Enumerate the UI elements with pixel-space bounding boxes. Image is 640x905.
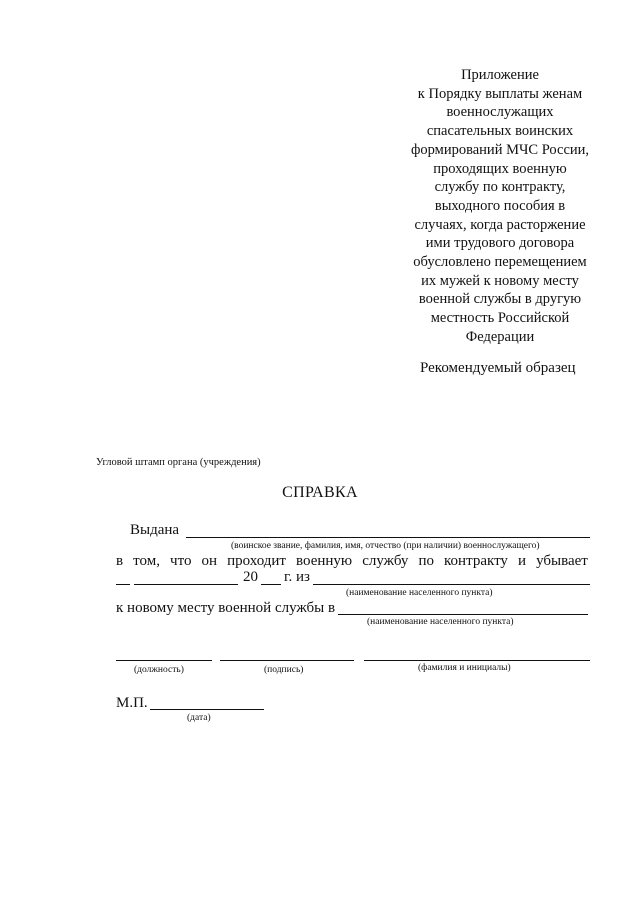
date-field-line[interactable] bbox=[150, 709, 264, 710]
destination-hint: (наименование населенного пункта) bbox=[367, 617, 514, 627]
service-word: что bbox=[170, 553, 192, 569]
appendix-line: выходного пособия в bbox=[434, 197, 566, 214]
service-word: он bbox=[201, 553, 218, 569]
date-hint: (дата) bbox=[187, 713, 211, 723]
service-word: контракту bbox=[444, 553, 508, 569]
service-word: и bbox=[518, 553, 527, 569]
service-word: в bbox=[116, 553, 124, 569]
issued-field-line[interactable] bbox=[186, 537, 590, 538]
issued-hint: (воинское звание, фамилия, имя, отчество (при наличии) военнослужащего) bbox=[231, 541, 540, 551]
service-word: убывает bbox=[536, 553, 588, 569]
appendix-line: местность Российской bbox=[430, 310, 570, 327]
appendix-line: ими трудового договора bbox=[425, 235, 575, 252]
service-word: военную bbox=[296, 553, 353, 569]
sample-label: Рекомендуемый образец bbox=[420, 360, 576, 376]
destination-label: к новому месту военной службы в bbox=[116, 600, 336, 616]
month-field-line[interactable] bbox=[134, 584, 238, 585]
from-label: г. из bbox=[284, 569, 310, 585]
seal-label: М.П. bbox=[116, 695, 148, 711]
from-place-hint: (наименование населенного пункта) bbox=[346, 588, 493, 598]
service-word: службу bbox=[362, 553, 409, 569]
service-word: проходит bbox=[227, 553, 286, 569]
issued-label: Выдана bbox=[130, 522, 180, 538]
signature-hint: (подпись) bbox=[264, 665, 304, 675]
appendix-block bbox=[400, 66, 600, 347]
service-word: том, bbox=[133, 553, 160, 569]
position-hint: (должность) bbox=[134, 665, 184, 675]
appendix-line: спасательных воинских bbox=[426, 123, 574, 140]
signature-field-line[interactable] bbox=[220, 660, 354, 661]
appendix-line: обусловлено перемещением bbox=[413, 254, 587, 271]
appendix-line: военной службы в другую bbox=[418, 291, 582, 308]
from-place-field-line[interactable] bbox=[313, 584, 590, 585]
destination-field-line[interactable] bbox=[338, 614, 588, 615]
appendix-line: военнослужащих bbox=[446, 104, 554, 121]
position-field-line[interactable] bbox=[116, 660, 212, 661]
stamp-label: Угловой штамп органа (учреждения) bbox=[96, 457, 261, 468]
appendix-line: службу по контракту, bbox=[434, 179, 566, 196]
year-field-line[interactable] bbox=[261, 584, 281, 585]
appendix-line: к Порядку выплаты женам bbox=[417, 85, 583, 102]
name-field-line[interactable] bbox=[364, 660, 590, 661]
service-sentence bbox=[116, 553, 588, 570]
appendix-line: их мужей к новому месту bbox=[421, 272, 579, 289]
appendix-line: проходящих военную bbox=[433, 160, 567, 177]
day-field-line[interactable] bbox=[116, 584, 130, 585]
service-word: по bbox=[418, 553, 434, 569]
appendix-line: формирований МЧС России, bbox=[410, 141, 590, 158]
name-hint: (фамилия и инициалы) bbox=[418, 663, 511, 673]
appendix-line: случаях, когда расторжение bbox=[414, 216, 586, 233]
year-prefix: 20 bbox=[243, 569, 258, 585]
appendix-line: Приложение bbox=[461, 67, 539, 83]
appendix-line: Федерации bbox=[465, 328, 535, 345]
document-title: СПРАВКА bbox=[282, 484, 358, 501]
